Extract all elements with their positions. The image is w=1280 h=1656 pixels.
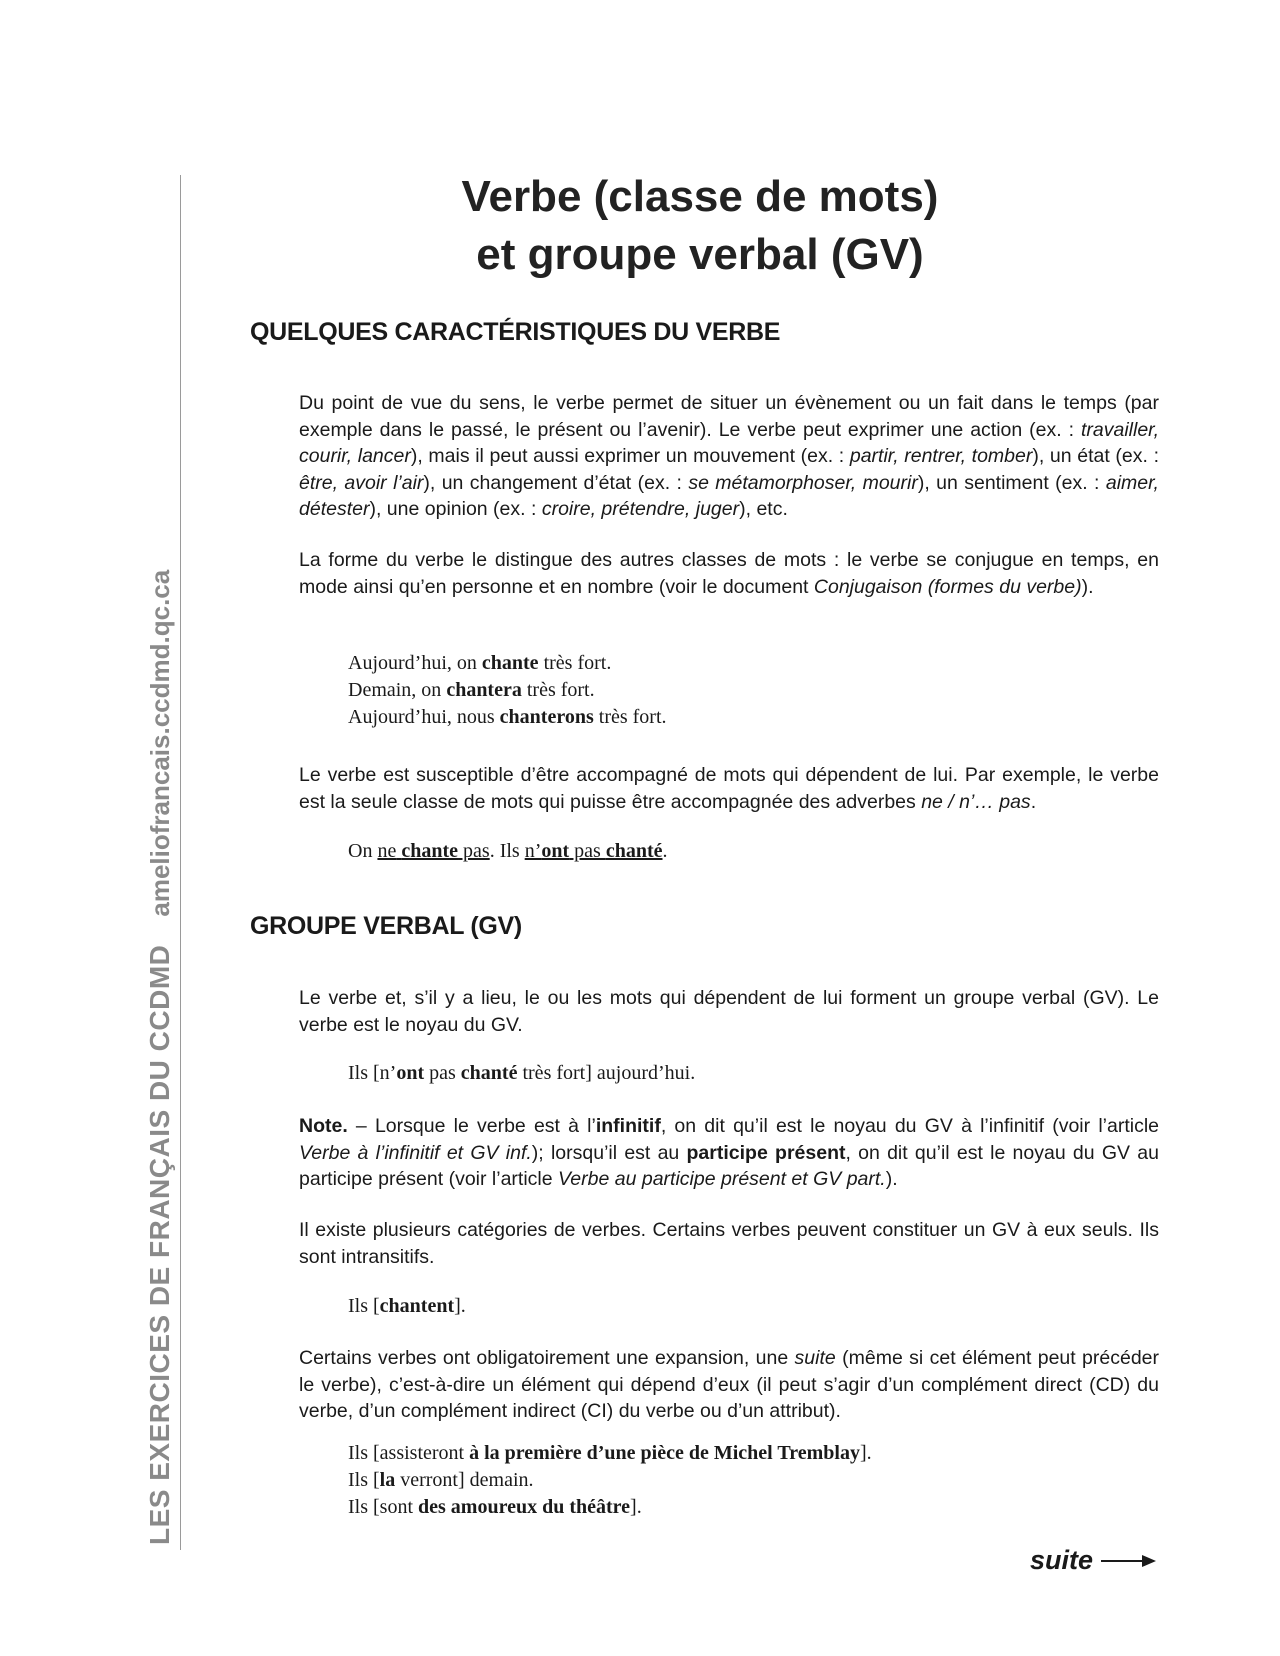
verb: chante <box>481 652 539 674</box>
text: (même si cet élément peut précéder le verbe), c’est-à-dire un élément qui dépend d’eux (il peut s’agir d’un complément direct (CD) du verbe, d’un complément indirect (CI) du verbe ou d’un attribut). <box>299 1347 1160 1422</box>
paragraph-gv-definition: Le verbe et, s’il y a lieu, le ou les mots qui dépendent de lui forment un groupe verbal (GV). Le verbe est le noyau du GV. <box>299 987 1159 1036</box>
text: ), un sentiment (ex. : <box>917 471 1106 494</box>
text: ). <box>1081 575 1094 598</box>
note-label: Note. <box>299 1115 348 1137</box>
italic-text: aimer, détester <box>299 471 1159 520</box>
italic-text: ne / n’… pas <box>921 790 1031 813</box>
paragraph-form <box>299 547 1159 600</box>
italic-text: suite <box>794 1347 836 1369</box>
text: verront] demain. <box>395 1469 534 1491</box>
section-heading-characteristics: QUELQUES CARACTÉRISTIQUES DU VERBE <box>250 318 781 346</box>
text: pas <box>424 1062 461 1084</box>
text: Aujourd’hui, on <box>348 652 482 674</box>
text: Demain, on <box>348 679 447 701</box>
text: Ils [sont <box>348 1496 418 1518</box>
continue-link[interactable] <box>1030 1545 1156 1576</box>
paragraph-categories: Il existe plusieurs catégories de verbes. Certains verbes peuvent constituer un GV à eux seuls. Ils sont intransitifs. <box>299 1219 1159 1268</box>
negation-adverb <box>525 840 663 862</box>
paragraph-note <box>299 1113 1159 1193</box>
text: . <box>1030 790 1037 813</box>
expansion: à la première d’une pièce de Michel Tremblay <box>469 1442 860 1464</box>
expansion: la <box>379 1469 396 1491</box>
verb: chanté <box>460 1062 518 1084</box>
text: pas <box>569 840 606 862</box>
text: ]. <box>454 1295 466 1317</box>
example-expansion <box>348 1440 1148 1521</box>
text: ]. <box>859 1442 872 1464</box>
text: ); lorsqu’il est au <box>531 1141 687 1164</box>
italic-text: travailler, courir, lancer <box>299 418 1159 467</box>
page-title <box>300 168 1100 284</box>
expansion: des amoureux du théâtre <box>418 1496 631 1518</box>
text: ), un état (ex. : <box>1032 445 1159 467</box>
sidebar-rule <box>180 175 181 1550</box>
verb: ont <box>541 840 570 862</box>
text: ]. <box>630 1496 642 1518</box>
italic-text: Verbe au participe présent et GV part. <box>558 1168 886 1190</box>
sidebar-brand: LES EXERCICES DE FRANÇAIS DU CCDMD <box>144 944 175 1545</box>
example-line <box>348 1494 1148 1521</box>
text: pas <box>458 840 490 862</box>
text: . Ils <box>489 840 525 862</box>
example-line <box>348 1060 1148 1087</box>
text: Ils [ <box>348 1469 380 1491</box>
verb: chante <box>401 840 459 862</box>
text: très fort. <box>538 652 612 674</box>
paragraph-dependents <box>299 762 1159 815</box>
verb: chanterons <box>499 706 594 728</box>
example-line <box>348 704 1148 731</box>
italic-text: Verbe à l’infinitif et GV inf. <box>299 1141 532 1164</box>
text: Certains verbes ont obligatoirement une expansion, une <box>299 1347 795 1369</box>
example-negation <box>348 838 1148 865</box>
text: ne <box>377 840 397 862</box>
text: Ils [n’ <box>348 1062 397 1084</box>
text: n’ <box>524 840 542 862</box>
example-line <box>348 650 1148 677</box>
text: On <box>348 840 378 862</box>
text: , on dit qu’il est le noyau du GV à l’infinitif (voir l’article <box>660 1115 1159 1137</box>
sidebar-url: ameliofrancais.ccdmd.qc.ca <box>144 569 175 917</box>
text: . <box>662 840 668 862</box>
example-line <box>348 838 1148 865</box>
verb: chantera <box>446 679 522 701</box>
text: ), mais il peut aussi exprimer un mouvement (ex. : <box>410 445 850 467</box>
text: Ils [ <box>348 1295 380 1317</box>
example-line <box>348 1293 1148 1320</box>
verb: chanté <box>605 840 663 862</box>
italic-text: Conjugaison (formes du verbe) <box>813 575 1082 598</box>
example-line <box>348 677 1148 704</box>
example-gv <box>348 1060 1148 1087</box>
example-intransitive <box>348 1293 1148 1320</box>
text: La forme du verbe le distingue des autres classes de mots : le verbe se conjugue en temps, en mode ainsi qu’en personne et en nombre (voir le document <box>299 549 1159 598</box>
italic-text: croire, prétendre, juger <box>541 498 740 520</box>
negation-adverb <box>377 840 489 862</box>
text: très fort. <box>593 706 667 728</box>
paragraph-expansion <box>299 1345 1159 1425</box>
text: Le verbe est susceptible d’être accompagné de mots qui dépendent de lui. Par exemple, le verbe est la seule classe de mots qui puisse être accompagnée des adverbes <box>299 764 1159 813</box>
italic-text: partir, rentrer, tomber <box>849 445 1033 467</box>
italic-text: être, avoir l’air <box>299 471 424 494</box>
title-line-1: Verbe (classe de mots) <box>461 172 939 221</box>
text: ), etc. <box>739 498 788 520</box>
sidebar <box>140 155 180 1545</box>
example-line <box>348 1440 1148 1467</box>
verb: chantent <box>379 1295 455 1317</box>
section-heading-gv: GROUPE VERBAL (GV) <box>250 912 522 940</box>
text: ), un changement d’état (ex. : <box>423 471 689 494</box>
text: très fort] aujourd’hui. <box>517 1062 696 1084</box>
text: Du point de vue du sens, le verbe permet de situer un évènement ou un fait dans le temps (par exemple dans le passé, le présent ou l’avenir). Le verbe peut exprimer une action (ex. : <box>299 392 1159 441</box>
text: ), une opinion (ex. : <box>369 498 542 520</box>
verb: ont <box>396 1062 425 1084</box>
paragraph-meaning <box>299 390 1159 523</box>
title-line-2: et groupe verbal (GV) <box>476 230 924 279</box>
text: très fort. <box>521 679 595 701</box>
example-conjugation <box>348 650 1148 731</box>
arrow-right-icon <box>1101 1553 1156 1569</box>
text: – Lorsque le verbe est à l’ <box>347 1115 596 1137</box>
italic-text: se métamorphoser, mourir <box>688 471 918 494</box>
text: ). <box>885 1168 898 1190</box>
text: Aujourd’hui, nous <box>348 706 500 728</box>
bold-text: participe présent <box>686 1141 846 1164</box>
text: , on dit qu’il est le noyau du GV au participe présent (voir l’article <box>299 1141 1159 1190</box>
continue-label: suite <box>1030 1545 1094 1575</box>
example-line <box>348 1467 1148 1494</box>
bold-text: infinitif <box>595 1115 661 1137</box>
text: Ils [assisteront <box>348 1442 470 1464</box>
